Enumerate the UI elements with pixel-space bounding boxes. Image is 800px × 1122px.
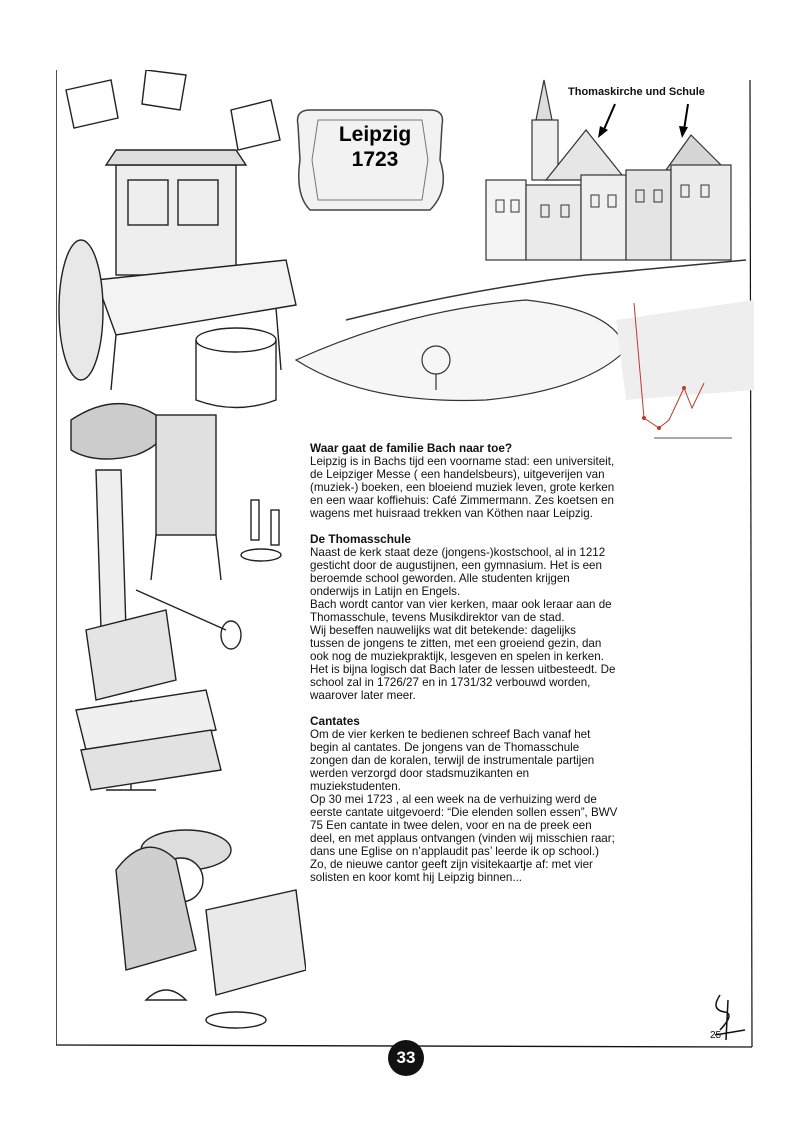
text-line: eerste cantate uitgevoerd: “Die elenden sollen essen”, BWV bbox=[310, 806, 618, 819]
section-heading: Cantates bbox=[310, 714, 360, 728]
text-line: (muziek-) boeken, een bloeiend muziek leven, grote kerken bbox=[310, 481, 615, 494]
text-line: Leipzig is in Bachs tijd een voorname stad: een universiteit, bbox=[310, 455, 615, 468]
text-line: Thomasschule, tevens Musikdirektor van de stad. bbox=[310, 611, 565, 624]
text-line: 75 Een cantate in twee delen, voor en na de preek een bbox=[310, 819, 592, 832]
page-number: 33 bbox=[388, 1040, 424, 1076]
bach-belongings-illustration bbox=[56, 70, 306, 1050]
section-thomasschule bbox=[310, 533, 666, 702]
text-line: Naast de kerk staat deze (jongens-)kostschool, al in 1212 bbox=[310, 546, 606, 559]
article-body bbox=[310, 442, 666, 897]
text-line: muziekstudenten. bbox=[310, 780, 401, 793]
text-line: deel, en met applaus ontvangen (vinden wij misschien raar; bbox=[310, 832, 615, 845]
title-year: 1723 bbox=[351, 148, 399, 171]
text-line: Op 30 mei 1723 , al een week na de verhuizing werd de bbox=[310, 793, 597, 806]
text-line: begin al cantates. De jongens van de Thomasschule bbox=[310, 741, 580, 754]
text-line: gesticht door de augustijnen, een gymnasium. Het is een bbox=[310, 559, 602, 572]
text-line: Om de vier kerken te bedienen schreef Bach vanaf het bbox=[310, 728, 591, 741]
page-title bbox=[310, 122, 440, 172]
text-line: ook nog de muziekpraktijk, lesgeven en spelen in kerken. bbox=[310, 650, 604, 663]
text-line: Bach wordt cantor van vier kerken, maar ook leraar aan de bbox=[310, 598, 612, 611]
text-line: zongen dan de koralen, terwijl de instrumentale partijen bbox=[310, 754, 595, 767]
text-line: onderwijs in Latijn en Engels. bbox=[310, 585, 461, 598]
text-line: tussen de jongens te zitten, met een groeiend gezin, dan bbox=[310, 637, 602, 650]
text-line: Het is bijna logisch dat Bach later de lessen uitbesteedt. De bbox=[310, 663, 616, 676]
section-family-destination bbox=[310, 442, 666, 520]
text-line: school zal in 1726/27 en in 1731/32 verbouwd worden, bbox=[310, 676, 591, 689]
text-line: Zo, de nieuwe cantor geeft zijn visitekaartje af: met vier bbox=[310, 858, 593, 871]
text-line: werden verzorgd door stadsmuzikanten en bbox=[310, 767, 530, 780]
text-line: dans une Eglise on n’applaudit pas’ leerde ik op school.) bbox=[310, 845, 599, 858]
section-heading: De Thomasschule bbox=[310, 532, 411, 546]
text-line: waarover later meer. bbox=[310, 689, 416, 702]
callout-arrows bbox=[590, 96, 700, 146]
callout-label: Thomaskirche und Schule bbox=[568, 86, 705, 98]
section-cantates bbox=[310, 715, 666, 884]
text-line: wagens met huisraad trekken van Köthen naar Leipzig. bbox=[310, 507, 593, 520]
artist-signature bbox=[700, 990, 750, 1045]
signature-number: 25 bbox=[710, 1030, 722, 1041]
section-heading: Waar gaat de familie Bach naar toe? bbox=[310, 441, 513, 455]
text-line: de Leipziger Messe ( een handelsbeurs), uitgeverijen van bbox=[310, 468, 605, 481]
text-line: en een waar koffiehuis: Café Zimmermann. Zes koetsen en bbox=[310, 494, 614, 507]
title-place: Leipzig bbox=[338, 123, 412, 146]
route-map-icon bbox=[614, 288, 738, 448]
text-line: Wij beseffen nauwelijks wat dit betekende: dagelijks bbox=[310, 624, 576, 637]
text-line: beroemde school geworden. Alle studenten krijgen bbox=[310, 572, 570, 585]
text-line: solisten en koor komt hij Leipzig binnen... bbox=[310, 871, 523, 884]
